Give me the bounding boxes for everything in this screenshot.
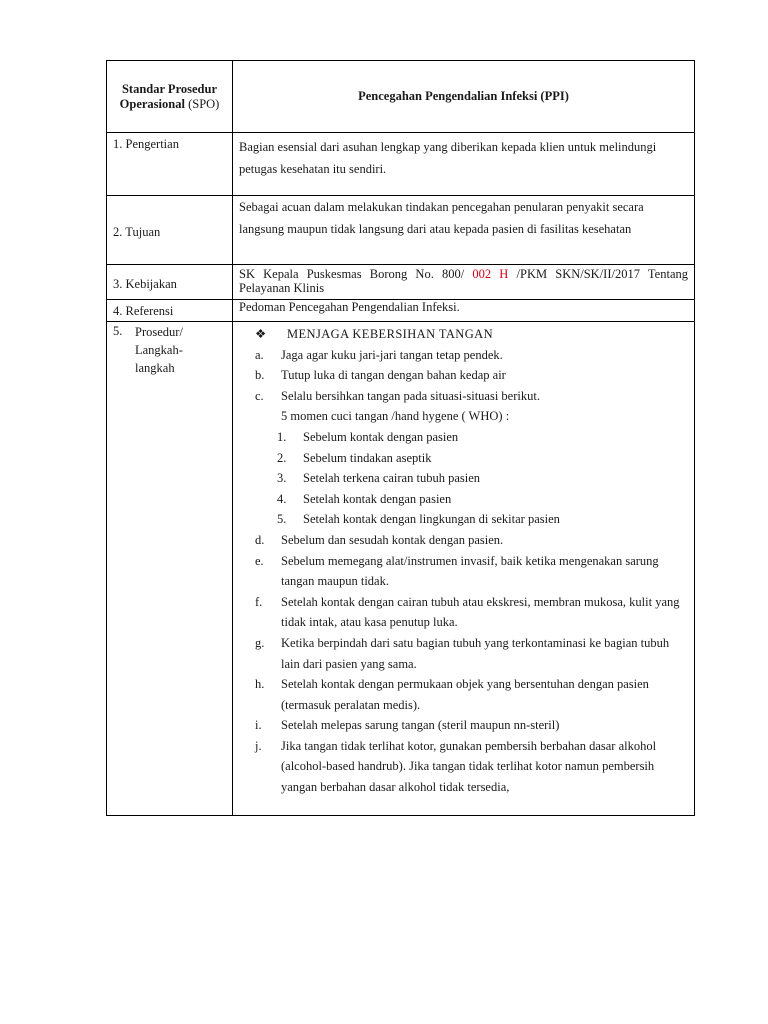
list-marker: 1. [277, 429, 287, 444]
moment-item [277, 509, 688, 530]
kebijakan-text-after: /PKM SKN/SK/II/2017 Tentang Pelayanan Klinis [239, 267, 689, 295]
prosedur-label-line1: Prosedur/ [135, 325, 183, 339]
list-a-c [255, 345, 688, 407]
kebijakan-red-number: 002 H [472, 267, 509, 281]
list-marker: d. [255, 532, 265, 547]
list-item-text: Sebelum dan sesudah kontak dengan pasien. [281, 532, 504, 547]
spo-label-bold: Standar Prosedur Operasional [119, 81, 218, 111]
procedure-item [255, 386, 688, 407]
prosedur-label-line2: Langkah- [135, 343, 183, 357]
kebijakan-text-before: SK Kepala Puskesmas Borong No. 800/ [239, 267, 465, 281]
list-marker: e. [255, 553, 264, 568]
row-referensi [107, 300, 695, 322]
diamond-bullet-icon: ❖ [255, 327, 267, 341]
text-referensi: Pedoman Pencegahan Pengendalian Infeksi. [233, 300, 695, 322]
list-item-text: Jaga agar kuku jari-jari tangan tetap pendek. [281, 347, 503, 362]
list-item-text: Setelah kontak dengan pasien [303, 491, 452, 506]
moments-title: 5 momen cuci tangan /hand hygene ( WHO) : [281, 409, 510, 424]
moment-item [277, 448, 688, 469]
document-title: Pencegahan Pengendalian Infeksi (PPI) [233, 61, 695, 133]
list-marker: a. [255, 347, 264, 362]
row-prosedur [107, 322, 695, 816]
label-referensi: 4. Referensi [107, 300, 233, 322]
list-marker: 4. [277, 491, 287, 506]
row-kebijakan [107, 265, 695, 300]
list-marker: h. [255, 677, 265, 692]
list-marker: 5. [277, 512, 287, 527]
procedure-item [255, 551, 688, 592]
procedure-item [255, 345, 688, 366]
list-item-text: Sebelum memegang alat/instrumen invasif, baik ketika mengenakan sarung tangan maupun tidak. [281, 553, 659, 589]
section-heading-text: MENJAGA KEBERSIHAN TANGAN [287, 327, 493, 341]
list-marker: 2. [277, 450, 287, 465]
header-row [107, 61, 695, 133]
prosedur-label-line3: langkah [135, 361, 175, 375]
label-tujuan: 2. Tujuan [107, 196, 233, 265]
list-marker: i. [255, 718, 262, 733]
label-kebijakan: 3. Kebijakan [107, 265, 233, 300]
list-d-j [255, 530, 688, 798]
procedure-item [255, 633, 688, 674]
procedure-item [255, 592, 688, 633]
procedure-item [255, 365, 688, 386]
list-item-text: Setelah kontak dengan cairan tubuh atau ekskresi, membran mukosa, kulit yang tidak intak, atau kasa penutup luka. [281, 594, 680, 630]
procedure-item [255, 530, 688, 551]
spo-label-cell [107, 61, 233, 133]
list-item-text: Tutup luka di tangan dengan bahan kedap air [281, 368, 506, 383]
procedure-item [255, 736, 688, 798]
list-item-text: Setelah kontak dengan lingkungan di sekitar pasien [303, 512, 560, 527]
procedure-item [255, 715, 688, 736]
row-pengertian [107, 133, 695, 196]
label-pengertian: 1. Pengertian [107, 133, 233, 196]
list-item-text: Jika tangan tidak terlihat kotor, gunakan pembersih berbahan dasar alkohol (alcohol-based handrub). Jika tangan tidak terlihat kotor namun pembersih yangan berbahan dasar alkohol tidak tersedia, [281, 738, 657, 795]
label-prosedur [107, 322, 233, 816]
list-item-text: Ketika berpindah dari satu bagian tubuh yang terkontaminasi ke bagian tubuh lain dari pasien yang sama. [281, 635, 670, 671]
list-item-text: Setelah terkena cairan tubuh pasien [303, 471, 481, 486]
text-pengertian: Bagian esensial dari asuhan lengkap yang diberikan kepada klien untuk melindungi petugas kesehatan itu sendiri. [233, 133, 695, 196]
text-tujuan: Sebagai acuan dalam melakukan tindakan pencegahan penularan penyakit secara langsung maupun tidak langsung dari atau kepada pasien di fasilitas kesehatan [233, 196, 695, 265]
spo-table [106, 60, 695, 816]
spo-label-abbrev: (SPO) [188, 96, 220, 111]
moment-item [277, 427, 688, 448]
moment-item [277, 489, 688, 510]
row-tujuan [107, 196, 695, 265]
list-item-text: Sebelum tindakan aseptik [303, 450, 432, 465]
prosedur-number: 5. [113, 324, 123, 338]
list-marker: j. [255, 738, 262, 753]
procedure-item [255, 674, 688, 715]
list-marker: g. [255, 635, 265, 650]
list-marker: c. [255, 388, 264, 403]
list-marker: 3. [277, 471, 287, 486]
list-moments [255, 427, 688, 530]
list-item-text: Setelah kontak dengan permukaan objek yang bersentuhan dengan pasien (termasuk peralatan medis). [281, 677, 649, 712]
list-marker: b. [255, 368, 265, 383]
prosedur-content [233, 322, 695, 816]
section-heading [255, 324, 688, 345]
list-item-text: Sebelum kontak dengan pasien [303, 429, 459, 444]
moment-item [277, 468, 688, 489]
list-marker: f. [255, 594, 263, 609]
list-item-text: Setelah melepas sarung tangan (steril maupun nn-steril) [281, 718, 560, 733]
list-item-text: Selalu bersihkan tangan pada situasi-situasi berikut. [281, 388, 540, 403]
text-kebijakan [233, 265, 695, 300]
